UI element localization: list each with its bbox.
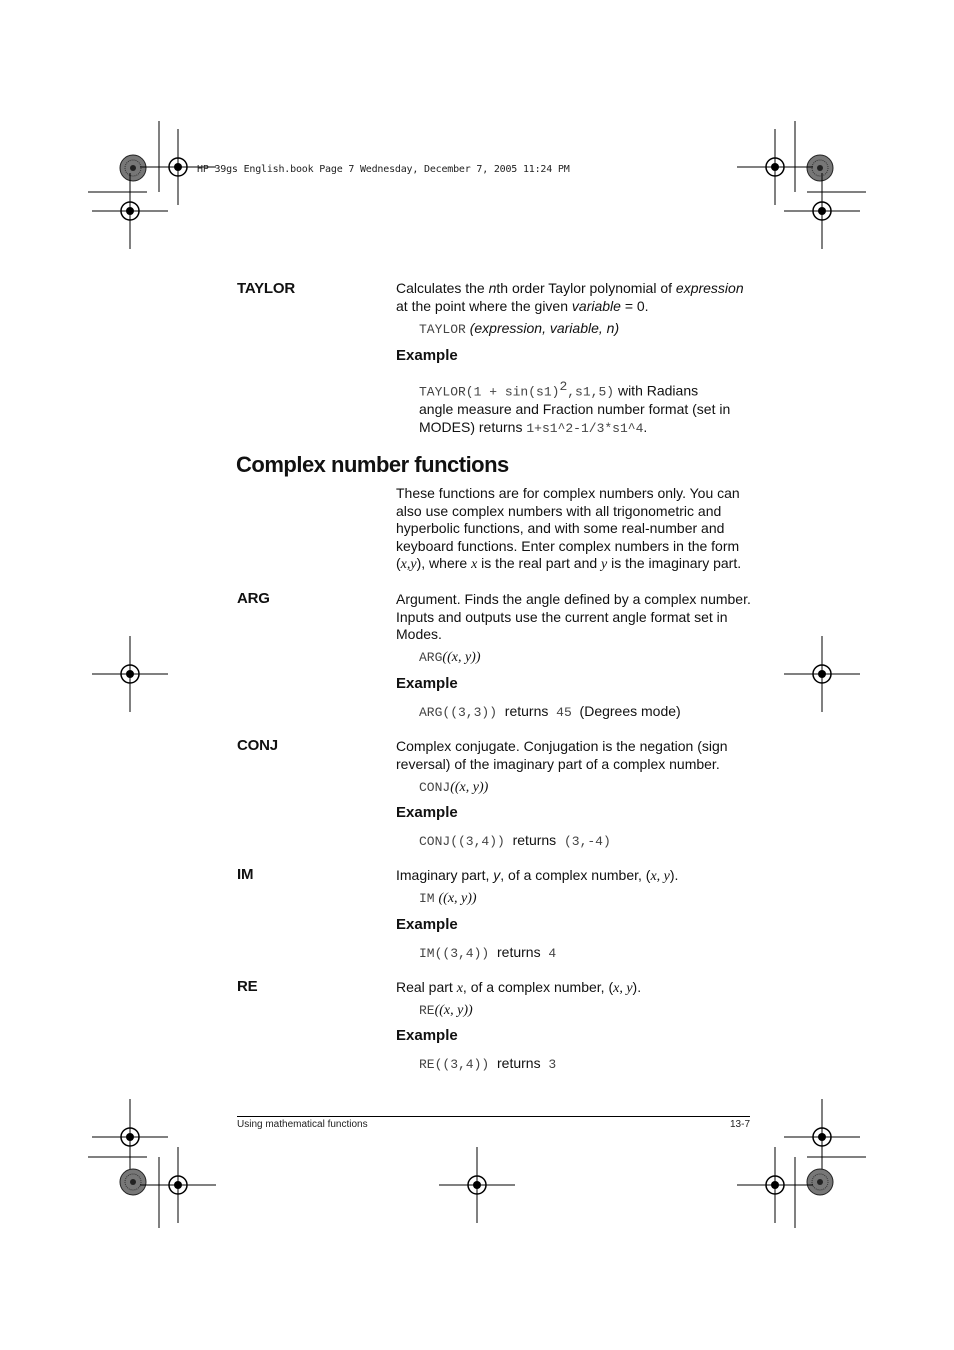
- syntax-code: CONJ: [419, 780, 451, 795]
- re-syntax: [419, 1001, 473, 1020]
- text-run: MODES) returns: [419, 418, 527, 435]
- example-code: TAYLOR(1 + sin(s1): [419, 384, 560, 400]
- text-run: returns: [497, 944, 541, 960]
- syntax-args: ((x, y)): [442, 650, 481, 665]
- example-heading: Example: [396, 675, 458, 692]
- term-arg: ARG: [237, 590, 270, 607]
- page-number: 13-7: [729, 1119, 750, 1130]
- superscript: 2: [559, 379, 568, 394]
- text-line: Inputs and outputs use the current angle format set in: [396, 608, 728, 625]
- example-result: (3,-4): [563, 834, 611, 849]
- math-var: y: [601, 557, 608, 573]
- text-line: keyboard functions. Enter complex numbers in the form: [396, 537, 740, 554]
- text-run: angle measure and Fraction number format (set in: [419, 401, 731, 418]
- text-run: variable: [571, 297, 621, 314]
- text-run: = 0.: [620, 297, 649, 314]
- example-code: CONJ((3,4)): [419, 834, 505, 849]
- conj-example: [419, 832, 611, 851]
- text-line: These functions are for complex numbers only. You can: [396, 485, 740, 501]
- re-description: [396, 979, 756, 998]
- syntax-code: ARG: [419, 650, 443, 665]
- text-run: , of a complex number, (: [462, 979, 614, 995]
- term-conj: CONJ: [237, 737, 278, 754]
- term-im: IM: [237, 866, 254, 883]
- math-var: x, y: [650, 869, 670, 884]
- example-result: 45: [556, 705, 572, 720]
- text-run: ), where: [416, 555, 472, 572]
- syntax-code: RE: [419, 1003, 435, 1018]
- text-run: with Radians: [614, 382, 699, 399]
- text-line: also use complex numbers with all trigonometric and: [396, 502, 722, 519]
- example-code: ARG((3,3)): [419, 705, 498, 720]
- term-taylor: TAYLOR: [237, 280, 295, 297]
- text-run: n: [488, 280, 497, 296]
- syntax-args: ((x, y)): [438, 891, 477, 906]
- term-re: RE: [237, 978, 258, 995]
- syntax-args: ((x, y)): [450, 780, 489, 795]
- syntax-args: (expression, variable, n): [469, 320, 620, 336]
- im-syntax: [419, 889, 477, 908]
- example-result: 3: [548, 1057, 557, 1072]
- text-run: (Degrees mode): [579, 703, 681, 719]
- footer-chapter-title: Using mathematical functions: [237, 1119, 368, 1130]
- arg-syntax: [419, 648, 480, 667]
- text-run: .: [643, 418, 648, 435]
- taylor-example: [419, 378, 759, 437]
- text-run: is the imaginary part.: [607, 555, 742, 572]
- conj-description: [396, 738, 756, 773]
- syntax-args: ((x, y)): [434, 1003, 473, 1018]
- syntax-code: TAYLOR: [419, 322, 466, 337]
- math-var: x: [456, 981, 463, 996]
- print-slug: HP 39gs English.book Page 7 Wednesday, December 7, 2005 11:24 PM: [197, 164, 570, 175]
- example-code: ,s1,5): [567, 384, 615, 400]
- example-result: 4: [548, 946, 557, 961]
- text-line: hyperbolic functions, and with some real-number and: [396, 520, 725, 537]
- example-heading: Example: [396, 1027, 458, 1044]
- text-run: (: [396, 555, 401, 572]
- example-heading: Example: [396, 804, 458, 821]
- syntax-code: IM: [419, 891, 435, 906]
- im-example: [419, 944, 556, 963]
- text-line: Modes.: [396, 626, 442, 643]
- text-run: is the real part and: [477, 555, 602, 572]
- arg-example: [419, 703, 681, 722]
- text-run: th order Taylor polynomial of: [496, 280, 676, 296]
- text-run: Calculates the: [396, 280, 489, 296]
- example-code: IM((3,4)): [419, 946, 490, 961]
- example-code: RE((3,4)): [419, 1057, 490, 1072]
- example-result: 1+s1^2-1/3*s1^4: [526, 420, 644, 436]
- text-run: returns: [504, 703, 549, 719]
- text-run: ).: [632, 979, 642, 995]
- math-var: x,y: [400, 557, 417, 573]
- taylor-syntax: [419, 320, 619, 339]
- text-run: at the point where the given: [396, 297, 572, 314]
- math-var: x: [471, 557, 478, 573]
- text-run: expression: [675, 280, 744, 296]
- example-heading: Example: [396, 916, 458, 933]
- text-run: returns: [497, 1055, 541, 1071]
- arg-description: [396, 591, 756, 644]
- text-run: ).: [669, 867, 679, 883]
- math-var: x, y: [613, 981, 633, 996]
- text-run: Real part: [396, 979, 457, 995]
- conj-syntax: [419, 778, 488, 797]
- taylor-description: [396, 280, 756, 315]
- section-title: Complex number functions: [236, 452, 509, 477]
- text-run: , of a complex number, (: [500, 867, 651, 883]
- re-example: [419, 1055, 556, 1074]
- footer-rule: [237, 1116, 750, 1117]
- section-intro: [396, 485, 756, 574]
- text-line: Complex conjugate. Conjugation is the negation (sign: [396, 738, 728, 754]
- im-description: [396, 867, 756, 886]
- text-run: Imaginary part,: [396, 867, 494, 883]
- example-heading: Example: [396, 347, 458, 364]
- text-line: reversal) of the imaginary part of a complex number.: [396, 755, 720, 772]
- text-line: Argument. Finds the angle defined by a complex number.: [396, 591, 751, 607]
- math-var: y: [493, 867, 501, 883]
- text-run: returns: [512, 832, 557, 848]
